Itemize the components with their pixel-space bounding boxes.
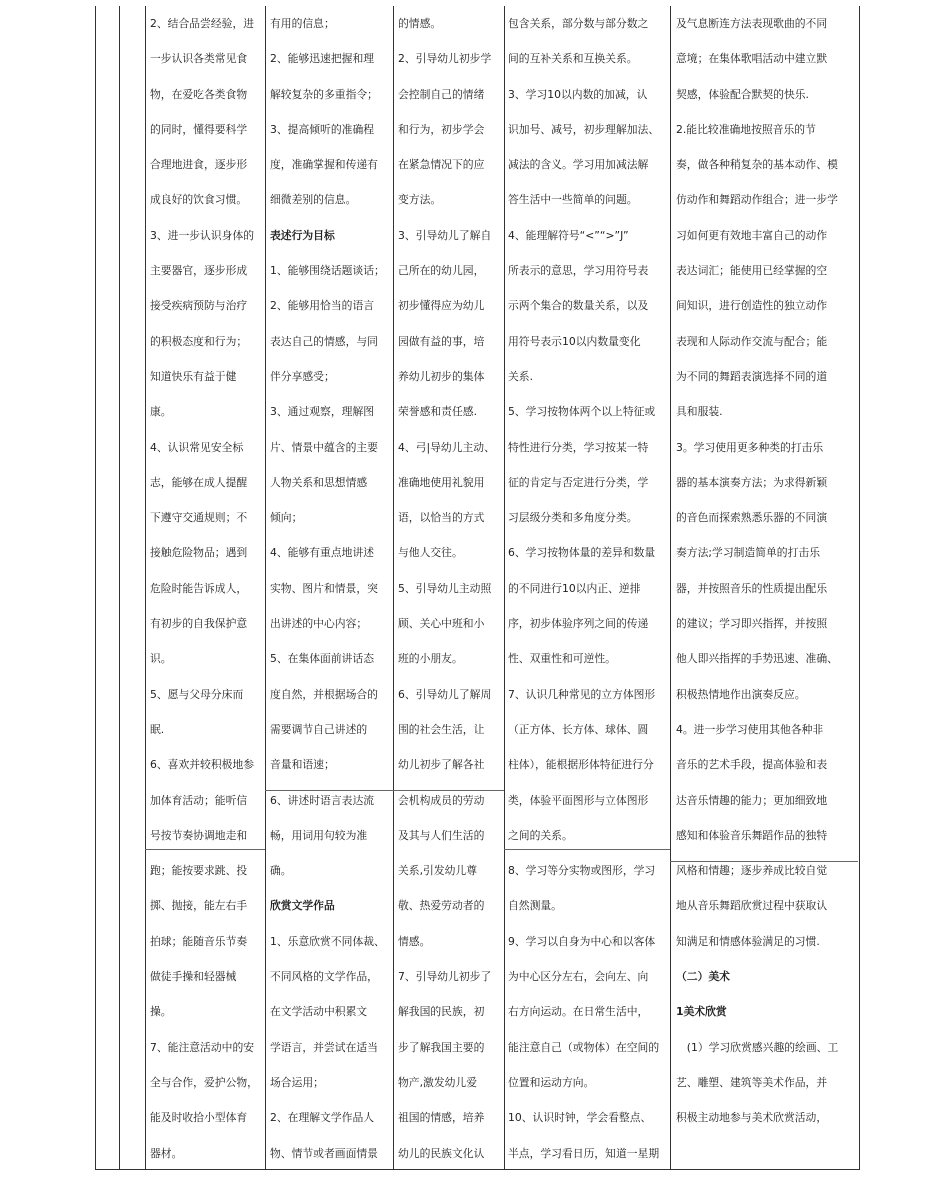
text-line: 表达词汇；能使用已经掌握的空: [676, 264, 828, 278]
text-line: 5、在集体面前讲话态: [270, 652, 375, 666]
text-line: 达音乐情趣的能力；更加细致地: [676, 793, 828, 807]
text-line: 欣赏文学作品: [270, 899, 335, 913]
text-line: 会控制自己的情绪: [398, 87, 485, 101]
text-line: 表达自己的情感，与同: [270, 334, 378, 348]
text-line: 倾向；: [270, 511, 303, 525]
text-line: 能及时收拾小型体育: [150, 1111, 248, 1125]
text-line: 能注意自己（或物体）在空间的: [508, 1040, 660, 1054]
text-line: 包含关系，部分数与部分数之: [508, 17, 649, 30]
text-line: 片、情景中蕴含的主要: [270, 440, 378, 454]
text-line: 4、能理解符号“<”“>”J”: [508, 228, 629, 242]
text-line: 性、双重性和可逆性。: [508, 652, 616, 666]
text-line: 主要器官，逐步形成: [150, 264, 248, 278]
text-line: （二）美术: [676, 970, 730, 984]
social-goals-column: [398, 6, 502, 1171]
text-line: 表现和人际动作交流与配合；能: [676, 334, 828, 348]
text-line: 志，能够在成人提醒: [150, 475, 248, 489]
text-line: 器，并按照音乐的性质提出配乐: [676, 581, 828, 595]
text-line: 与他人交往。: [398, 546, 463, 560]
text-line: 不同风格的文学作品，: [270, 970, 378, 984]
text-line: 情感。: [398, 934, 431, 948]
text-line: 征的肯定与否定进行分类，学: [508, 475, 649, 489]
text-line: 下遵守交通规则；不: [150, 511, 248, 525]
text-line: 确。: [270, 864, 292, 878]
text-line: 会机构成员的劳动: [398, 793, 485, 807]
text-line: 7、能注意活动中的安: [150, 1040, 255, 1054]
text-line: 及其与人们生活的: [398, 828, 485, 842]
text-line: 之间的关系。: [508, 828, 573, 842]
text-line: （正方体、长方体、球体、圆: [508, 722, 649, 736]
text-line: 3、引导幼儿了解自: [398, 228, 492, 242]
text-line: 6、引导幼儿了解周: [398, 687, 492, 701]
text-line: 敬、热爱劳动者的: [398, 899, 485, 913]
text-line: 4、认识常见安全标: [150, 440, 244, 454]
text-line: 祖国的情感，培养: [398, 1111, 485, 1125]
text-line: 示两个集合的数量关系，以及: [508, 299, 649, 313]
text-line: 眠.: [150, 722, 165, 736]
text-line: 7、引导幼儿初步了: [398, 970, 492, 984]
text-line: 2、能够迅速把握和理: [270, 52, 375, 66]
text-line: 习如何更有效地丰富自己的动作: [676, 228, 828, 242]
text-line: 4。进一步学习使用其他各种非: [676, 722, 824, 736]
text-line: 艺、雕塑、建筑等美术作品，并: [676, 1075, 828, 1089]
text-line: 识。: [150, 652, 172, 666]
text-line: 园做有益的事，培: [398, 334, 485, 348]
text-line: 荣誉感和责任感.: [398, 405, 478, 419]
text-line: 全与合作，爱护公物，: [150, 1075, 258, 1089]
text-line: 物产,激发幼儿爱: [398, 1075, 478, 1089]
text-line: 号按节奏协调地走和: [150, 828, 248, 842]
text-line: 识加号、减号，初步理解加法、: [508, 122, 660, 136]
text-line: 有初步的自我保护意: [150, 617, 248, 631]
text-line: 3、提高倾听的准确程: [270, 122, 375, 136]
text-line: 3、学习10以内数的加减，认: [508, 87, 648, 101]
text-line: 康。: [150, 405, 172, 419]
text-line: 器材。: [150, 1146, 183, 1160]
text-line: 自然测量。: [508, 899, 562, 913]
text-line: 伴分享感受；: [270, 369, 335, 383]
text-line: (1）学习欣赏感兴趣的绘画、工: [676, 1040, 839, 1054]
text-line: 3。学习使用更多种类的打击乐: [676, 440, 824, 454]
text-line: 4、能够有重点地讲述: [270, 546, 375, 560]
text-line: 人物关系和思想情感: [270, 475, 368, 489]
text-line: 顾、关心中班和小: [398, 617, 485, 631]
text-line: 跑；能按要求跳、投: [150, 864, 248, 878]
text-line: 一步认识各类常见食: [150, 52, 248, 66]
text-line: 5、引导幼儿主动照: [398, 581, 492, 595]
column-divider: [504, 6, 505, 1169]
text-line: 有用的信息；: [270, 17, 335, 30]
text-line: 柱体），能根据形体特征进行分: [508, 758, 654, 772]
text-line: 需要调节自己讲述的: [270, 722, 368, 736]
text-line: 地从音乐舞蹈欣赏过程中获取认: [676, 899, 828, 913]
text-line: 2、在理解文学作品人: [270, 1111, 375, 1125]
text-line: 2、能够用恰当的语言: [270, 299, 375, 313]
text-line: 做徒手操和轻器械: [150, 970, 237, 984]
text-line: 表述行为目标: [270, 228, 335, 242]
text-line: 半点，学习看日历，知道一星期: [508, 1146, 660, 1160]
text-line: 的积极态度和行为；: [150, 334, 248, 348]
text-line: 的建议；学习即兴指挥，并按照: [676, 617, 828, 631]
text-line: 接触危险物品；遇到: [150, 546, 248, 560]
text-line: 4、弓|导幼儿主动、: [398, 440, 495, 454]
text-line: 知满足和情感体验满足的习惯.: [676, 934, 820, 948]
text-line: 知道快乐有益于健: [150, 369, 237, 383]
text-line: 7、认识几种常见的立方体图形: [508, 687, 656, 701]
text-line: 契感，体验配合默契的快乐.: [676, 87, 809, 101]
text-line: 音乐的艺术手段，提高体验和表: [676, 758, 828, 772]
text-line: 为中心区分左右，会向左、向: [508, 970, 649, 984]
text-line: 积极主动地参与美术欣赏活动，: [676, 1111, 828, 1125]
text-line: 8、学习等分实物或图形，学习: [508, 864, 656, 878]
text-line: 实物、图片和情景，突: [270, 581, 378, 595]
column-divider: [393, 6, 394, 1169]
text-line: 细微差别的信息。: [270, 193, 357, 207]
text-line: 奏，做各种稍复杂的基本动作、模: [676, 158, 838, 172]
text-line: 1、乐意欣赏不同体裁、: [270, 934, 385, 948]
text-line: 5、学习按物体两个以上特征或: [508, 405, 656, 419]
text-line: 10、认识时钟，学会看整点、: [508, 1111, 652, 1125]
text-line: 加体育活动；能听信: [150, 793, 248, 807]
text-line: 及气息断连方法表现歌曲的不同: [676, 17, 828, 30]
arts-goals-column: [676, 6, 856, 1136]
text-line: 掷、抛接，能左右手: [150, 899, 248, 913]
text-line: 在文学活动中积累文: [270, 1005, 368, 1019]
text-line: 间的互补关系和互换关系。: [508, 52, 638, 66]
text-line: 特性进行分类，学习按某一特: [508, 440, 649, 454]
text-line: 成良好的饮食习惯。: [150, 193, 248, 207]
text-line: 3、进一步认识身体的: [150, 228, 255, 242]
text-line: 位置和运动方向。: [508, 1075, 595, 1089]
text-line: 关系,引发幼儿尊: [398, 864, 478, 878]
text-line: 序，初步体验序列之间的传递: [508, 617, 649, 631]
text-line: 班的小朋友。: [398, 652, 463, 666]
column-divider: [265, 6, 266, 1169]
text-line: 为不同的舞蹈表演选择不同的道: [676, 369, 828, 383]
text-line: 出讲述的中心内容；: [270, 617, 368, 631]
text-line: 2、引导幼儿初步学: [398, 52, 492, 66]
column-divider: [670, 6, 671, 1169]
text-line: 己所在的幼儿园，: [398, 264, 485, 278]
text-line: 积极热情地作出演奏反应。: [676, 687, 806, 701]
text-line: 的情感。: [398, 17, 442, 30]
text-line: 物，在爱吃各类食物: [150, 87, 248, 101]
text-line: 围的社会生活，让: [398, 722, 485, 736]
text-line: 在紧急情况下的应: [398, 158, 485, 172]
text-line: 6、讲述时语言表达流: [270, 793, 375, 807]
text-line: 所表示的意思，学习用符号表: [508, 264, 649, 278]
text-line: 风格和情趣；逐步养成比较自觉: [676, 864, 828, 878]
text-line: 类，体验平面图形与立体图形: [508, 793, 649, 807]
text-line: 习层级分类和多角度分类。: [508, 511, 638, 525]
text-line: 初步懂得应为幼儿: [398, 299, 485, 313]
text-line: 准确地使用礼貌用: [398, 475, 485, 489]
text-line: 具和服装.: [676, 405, 723, 419]
text-line: 器的基本演奏方法；为求得新颖: [676, 475, 828, 489]
text-line: 3、通过观察，理解图: [270, 405, 375, 419]
text-line: 解较复杂的多重指令；: [270, 87, 378, 101]
text-line: 学语言，并尝试在适当: [270, 1040, 378, 1054]
text-line: 养幼儿初步的集体: [398, 369, 485, 383]
text-line: 减法的含义。学习用加减法解: [508, 158, 649, 172]
text-line: 接受疾病预防与治疗: [150, 299, 248, 313]
text-line: 操。: [150, 1005, 172, 1019]
math-goals-column: [508, 6, 668, 1171]
text-line: 拍球；能随音乐节奏: [150, 934, 248, 948]
text-line: 音量和语速；: [270, 758, 335, 772]
text-line: 他人即兴指挥的手势迅速、准确、: [676, 652, 838, 666]
text-line: 危险时能告诉成人，: [150, 581, 248, 595]
column-divider: [145, 6, 146, 1169]
text-line: 物、情节或者画面情景: [270, 1146, 378, 1160]
text-line: 右方向运动。在日常生活中，: [508, 1005, 649, 1019]
text-line: 幼儿的民族文化认: [398, 1146, 485, 1160]
text-line: 答生活中一些简单的问题。: [508, 193, 638, 207]
text-line: 合理地进食，逐步形: [150, 158, 248, 172]
text-line: 的不同进行10以内正、逆排: [508, 581, 641, 595]
text-line: 语，以恰当的方式: [398, 511, 485, 525]
text-line: 变方法。: [398, 193, 442, 207]
text-line: 9、学习以自身为中心和以客体: [508, 934, 656, 948]
text-line: 1、能够围绕话题谈话；: [270, 264, 385, 278]
text-line: 度，准确掌握和传递有: [270, 158, 378, 172]
text-line: 用符号表示10以内数量变化: [508, 334, 641, 348]
text-line: 6、学习按物体量的差异和数量: [508, 546, 656, 560]
text-line: 意境；在集体歌唱活动中建立默: [676, 52, 828, 66]
text-line: 奏方法;学习制造简单的打击乐: [676, 546, 820, 560]
text-line: 步了解我国主要的: [398, 1040, 485, 1054]
text-line: 感知和体验音乐舞蹈作品的独特: [676, 828, 828, 842]
text-line: 5、愿与父母分床而: [150, 687, 244, 701]
column-divider: [119, 6, 120, 1169]
text-line: 关系.: [508, 369, 534, 383]
text-line: 2、结合品尝经验，进: [150, 17, 255, 30]
text-line: 幼儿初步了解各社: [398, 758, 485, 772]
text-line: 的音色而探索熟悉乐器的不同演: [676, 511, 828, 525]
text-line: 仿动作和舞蹈动作组合；进一步学: [676, 193, 838, 207]
text-line: 2.能比较准确地按照音乐的节: [676, 122, 816, 136]
text-line: 畅，用词用句较为准: [270, 828, 368, 842]
text-line: 解我国的民族，初: [398, 1005, 485, 1019]
text-line: 6、喜欢并较积极地参: [150, 758, 255, 772]
text-line: 的同时，懂得要科学: [150, 122, 248, 136]
text-line: 度自然，并根据场合的: [270, 687, 378, 701]
text-line: 和行为，初步学会: [398, 122, 485, 136]
language-goals-column: [270, 6, 390, 1171]
text-line: 场合运用；: [270, 1075, 324, 1089]
text-line: 1美术欣赏: [676, 1005, 727, 1019]
text-line: 间知识，进行创造性的独立动作: [676, 299, 828, 313]
health-goals-column: [150, 6, 262, 1171]
